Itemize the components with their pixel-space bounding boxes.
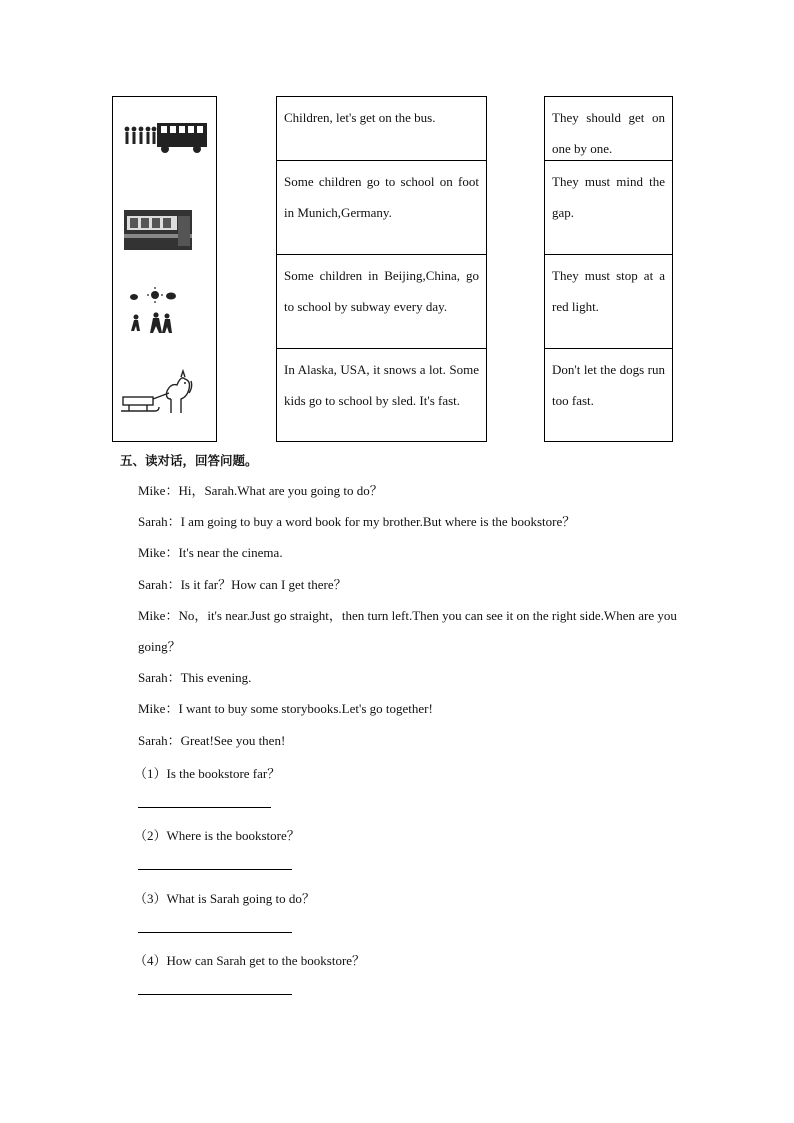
right-cell-4 <box>545 348 672 441</box>
question-2: （2）Where is the bookstore？ <box>134 828 300 843</box>
dog-sled-icon <box>121 369 193 419</box>
dialogue-line-1: Mike：Hi，Sarah.What are you going to do？ <box>138 483 383 498</box>
middle-sentence: Some children go to school on foot in Munich,Germany. <box>284 174 479 220</box>
answer-line-1[interactable] <box>138 807 271 808</box>
middle-sentence-column <box>276 96 487 442</box>
right-sentence: Don't let the dogs run too fast. <box>552 362 665 408</box>
dialogue-line-4: Sarah：Is it far？How can I get there？ <box>138 577 347 592</box>
right-cell-3 <box>545 254 672 348</box>
question-3: （3）What is Sarah going to do？ <box>134 891 315 906</box>
question-4: （4）How can Sarah get to the bookstore？ <box>134 953 366 968</box>
middle-sentence: In Alaska, USA, it snows a lot. Some kids go to school by sled. It's fast. <box>284 362 479 408</box>
right-cell-2 <box>545 160 672 254</box>
right-sentence-column <box>544 96 673 442</box>
middle-cell-4 <box>277 348 486 441</box>
right-cell-1 <box>545 97 672 160</box>
answer-line-2[interactable] <box>138 869 292 870</box>
picture-column <box>112 96 217 442</box>
middle-cell-3 <box>277 254 486 348</box>
traffic-light-walkers-icon <box>129 287 179 339</box>
dialogue-line-5: Mike：No，it's near.Just go straight，then turn left.Then you can see it on the right side.When are you going？ <box>138 608 677 654</box>
right-sentence: They should get on one by one. <box>552 110 665 156</box>
dialogue-line-6: Sarah：This evening. <box>138 670 252 685</box>
middle-cell-1 <box>277 97 486 160</box>
middle-sentence: Some children in Beijing,China, go to school by subway every day. <box>284 268 479 314</box>
right-sentence: They must mind the gap. <box>552 174 665 220</box>
bus-queue-icon <box>123 117 209 157</box>
answer-line-3[interactable] <box>138 932 292 933</box>
answer-line-4[interactable] <box>138 994 292 995</box>
section-title: 五、读对话，回答问题。 <box>120 453 258 468</box>
middle-sentence: Children, let's get on the bus. <box>284 110 436 125</box>
dialogue-line-2: Sarah：I am going to buy a word book for my brother.But where is the bookstore？ <box>138 514 576 529</box>
middle-cell-2 <box>277 160 486 254</box>
right-sentence: They must stop at a red light. <box>552 268 665 314</box>
dialogue-line-8: Sarah：Great!See you then! <box>138 733 286 748</box>
dialogue-line-3: Mike：It's near the cinema. <box>138 545 283 560</box>
dialogue-line-7: Mike：I want to buy some storybooks.Let's go together! <box>138 701 433 716</box>
question-1: （1）Is the bookstore far？ <box>134 766 281 781</box>
subway-train-icon <box>124 210 192 250</box>
